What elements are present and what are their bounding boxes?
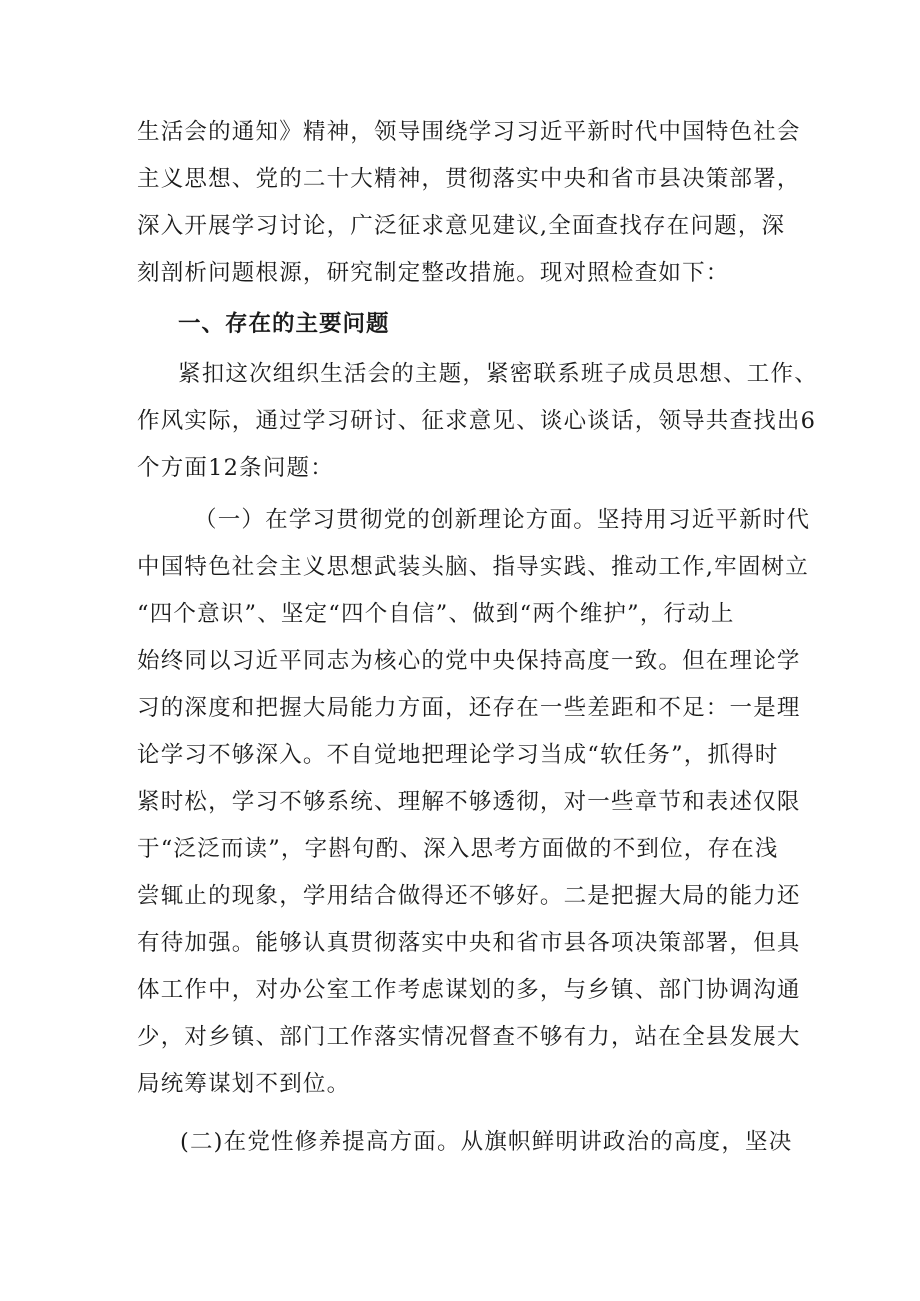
body-text-line: 紧时松，学习不够系统、理解不够透彻，对一些章节和表述仅限 <box>137 789 801 815</box>
body-text-line: 于“泛泛而读”，字斟句酌、深入思考方面做的不到位，存在浅 <box>137 836 779 862</box>
section-heading: 一、存在的主要问题 <box>178 311 390 337</box>
body-text-line: 生活会的通知》精神，领导围绕学习习近平新时代中国特色社会 <box>137 119 801 145</box>
body-text-line: 主义思想、党的二十大精神，贯彻落实中央和省市县决策部署， <box>137 166 801 192</box>
body-text-line: 始终同以习近平同志为核心的党中央保持高度一致。但在理论学 <box>137 648 801 674</box>
body-text-line: 习的深度和把握大局能力方面，还存在一些差距和不足：一是理 <box>137 695 801 721</box>
body-text-line: 少，对乡镇、部门工作落实情况督查不够有力，站在全县发展大 <box>137 1024 801 1050</box>
body-text-line: 作风实际，通过学习研讨、征求意见、谈心谈话，领导共查找出6 <box>137 408 817 434</box>
body-text-line: 刻剖析问题根源，研究制定整改措施。现对照检查如下： <box>137 260 730 286</box>
body-text-line: 局统筹谋划不到位。 <box>137 1071 351 1097</box>
paragraph-first-line: 紧扣这次组织生活会的主题，紧密联系班子成员思想、工作、 <box>178 361 818 387</box>
subsection-first-line: （一）在学习贯彻党的创新理论方面。坚持用习近平新时代 <box>194 507 811 533</box>
body-text-line: “四个意识”、坚定“四个自信”、做到“两个维护”，行动上 <box>137 601 735 627</box>
body-text-line: 深入开展学习讨论，广泛征求意见建议,全面查找存在问题，深 <box>137 213 786 239</box>
body-text-line: 体工作中，对办公室工作考虑谋划的多，与乡镇、部门协调沟通 <box>137 977 801 1003</box>
body-text-line: 中国特色社会主义思想武装头脑、指导实践、推动工作,牢固树立 <box>137 554 809 580</box>
body-text-line: 个方面12条问题： <box>137 455 334 481</box>
subsection-first-line: (二)在党性修养提高方面。从旗帜鲜明讲政治的高度，坚决 <box>180 1129 793 1155</box>
body-text-line: 论学习不够深入。不自觉地把理论学习当成“软任务”，抓得时 <box>137 742 779 768</box>
body-text-line: 尝辄止的现象，学用结合做得还不够好。二是把握大局的能力还 <box>137 883 801 909</box>
body-text-line: 有待加强。能够认真贯彻落实中央和省市县各项决策部署，但具 <box>137 930 801 956</box>
